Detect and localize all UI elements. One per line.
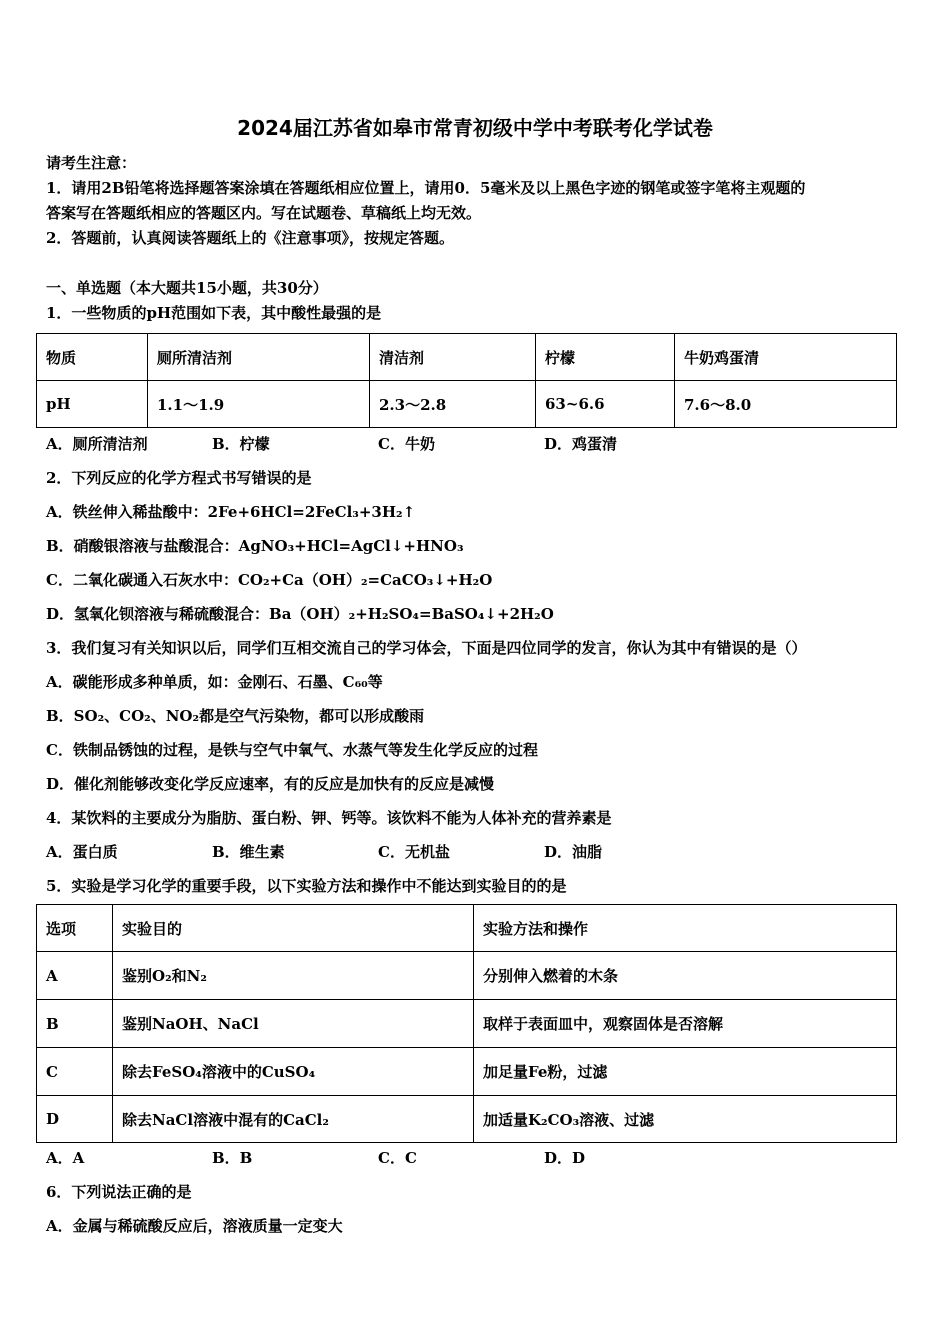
- table-cell: 加适量K₂CO₃溶液、过滤: [474, 1096, 897, 1143]
- option-c: C．牛奶: [378, 435, 435, 453]
- table-row: [37, 1096, 897, 1143]
- q1-options: [46, 433, 710, 454]
- table-row: [37, 334, 897, 381]
- table-cell: 柠檬: [536, 334, 675, 381]
- table-cell: 分别伸入燃着的木条: [474, 952, 897, 1000]
- table-cell: 选项: [37, 905, 113, 952]
- option-d: D．油脂: [544, 843, 603, 861]
- table-row: [37, 952, 897, 1000]
- table-cell: 加足量Fe粉，过滤: [474, 1048, 897, 1096]
- notice-line-1: 1．请用2B铅笔将选择题答案涂填在答题纸相应位置上，请用0．5毫米及以上黑色字迹的钢笔或签字笔将主观题的: [46, 179, 806, 197]
- table-row: [37, 905, 897, 952]
- table-cell: pH: [37, 381, 148, 428]
- notice-line-2: 答案写在答题纸相应的答题区内。写在试题卷、草稿纸上均无效。: [46, 204, 482, 222]
- q5-options: [46, 1147, 710, 1168]
- table-cell: 实验目的: [113, 905, 474, 952]
- table-cell: 牛奶鸡蛋清: [675, 334, 897, 381]
- option-c: C．无机盐: [378, 843, 450, 861]
- table-cell: 鉴别O₂和N₂: [113, 952, 474, 1000]
- section-heading: 一、单选题（本大题共15小题，共30分）: [46, 279, 328, 297]
- q6-stem: 6．下列说法正确的是: [46, 1183, 192, 1201]
- q4-options: [46, 841, 710, 862]
- notice-heading: 请考生注意：: [46, 154, 137, 172]
- q3-option-d: D．催化剂能够改变化学反应速率，有的反应是加快有的反应是减慢: [46, 775, 495, 793]
- table-cell: 63~6.6: [536, 381, 675, 428]
- table-cell: D: [37, 1096, 113, 1143]
- q3-option-a: A．碳能形成多种单质，如：金刚石、石墨、C₆₀等: [46, 673, 383, 691]
- table-cell: 2.3～2.8: [370, 381, 536, 428]
- table-cell: 1.1～1.9: [148, 381, 370, 428]
- table-cell: A: [37, 952, 113, 1000]
- q3-option-b: B．SO₂、CO₂、NO₂都是空气污染物，都可以形成酸雨: [46, 707, 425, 725]
- table-cell: 除去NaCl溶液中混有的CaCl₂: [113, 1096, 474, 1143]
- table-row: [37, 1000, 897, 1048]
- option-d: D．鸡蛋清: [544, 435, 618, 453]
- table-row: [37, 381, 897, 428]
- q2-stem: 2．下列反应的化学方程式书写错误的是: [46, 469, 312, 487]
- table-cell: 除去FeSO₄溶液中的CuSO₄: [113, 1048, 474, 1096]
- q2-option-b: B．硝酸银溶液与盐酸混合：AgNO₃+HCl=AgCl↓+HNO₃: [46, 537, 464, 555]
- q1-stem: 1．一些物质的pH范围如下表，其中酸性最强的是: [46, 304, 382, 322]
- table-cell: 鉴别NaOH、NaCl: [113, 1000, 474, 1048]
- option-b: B．维生素: [212, 843, 285, 861]
- table-cell: 7.6～8.0: [675, 381, 897, 428]
- table-cell: 取样于表面皿中，观察固体是否溶解: [474, 1000, 897, 1048]
- q2-option-d: D．氢氧化钡溶液与稀硫酸混合：Ba（OH）₂+H₂SO₄=BaSO₄↓+2H₂O: [46, 605, 554, 623]
- q3-stem: 3．我们复习有关知识以后，同学们互相交流自己的学习体会，下面是四位同学的发言，你认为其中有错误的是（）: [46, 639, 807, 657]
- option-b: B．B: [212, 1149, 253, 1167]
- table-row: [37, 1048, 897, 1096]
- table-cell: C: [37, 1048, 113, 1096]
- notice-line-3: 2．答题前，认真阅读答题纸上的《注意事项》，按规定答题。: [46, 229, 454, 247]
- q2-option-c: C．二氧化碳通入石灰水中：CO₂+Ca（OH）₂=CaCO₃↓+H₂O: [46, 571, 493, 589]
- q6-option-a: A．金属与稀硫酸反应后，溶液质量一定变大: [46, 1217, 343, 1235]
- table-cell: B: [37, 1000, 113, 1048]
- q5-stem: 5．实验是学习化学的重要手段，以下实验方法和操作中不能达到实验目的的是: [46, 877, 567, 895]
- option-a: A．厕所清洁剂: [46, 435, 148, 453]
- option-c: C．C: [378, 1149, 417, 1167]
- table-cell: 物质: [37, 334, 148, 381]
- ph-table: [36, 333, 897, 428]
- option-d: D．D: [544, 1149, 586, 1167]
- experiment-table: [36, 904, 897, 1143]
- option-b: B．柠檬: [212, 435, 270, 453]
- option-a: A．A: [46, 1149, 85, 1167]
- table-cell: 实验方法和操作: [474, 905, 897, 952]
- table-cell: 厕所清洁剂: [148, 334, 370, 381]
- q3-option-c: C．铁制品锈蚀的过程，是铁与空气中氧气、水蒸气等发生化学反应的过程: [46, 741, 538, 759]
- option-a: A．蛋白质: [46, 843, 118, 861]
- table-cell: 清洁剂: [370, 334, 536, 381]
- exam-title: 2024届江苏省如皋市常青初级中学中考联考化学试卷: [237, 116, 713, 140]
- q2-option-a: A．铁丝伸入稀盐酸中：2Fe+6HCl=2FeCl₃+3H₂↑: [46, 503, 416, 521]
- q4-stem: 4．某饮料的主要成分为脂肪、蛋白粉、钾、钙等。该饮料不能为人体补充的营养素是: [46, 809, 612, 827]
